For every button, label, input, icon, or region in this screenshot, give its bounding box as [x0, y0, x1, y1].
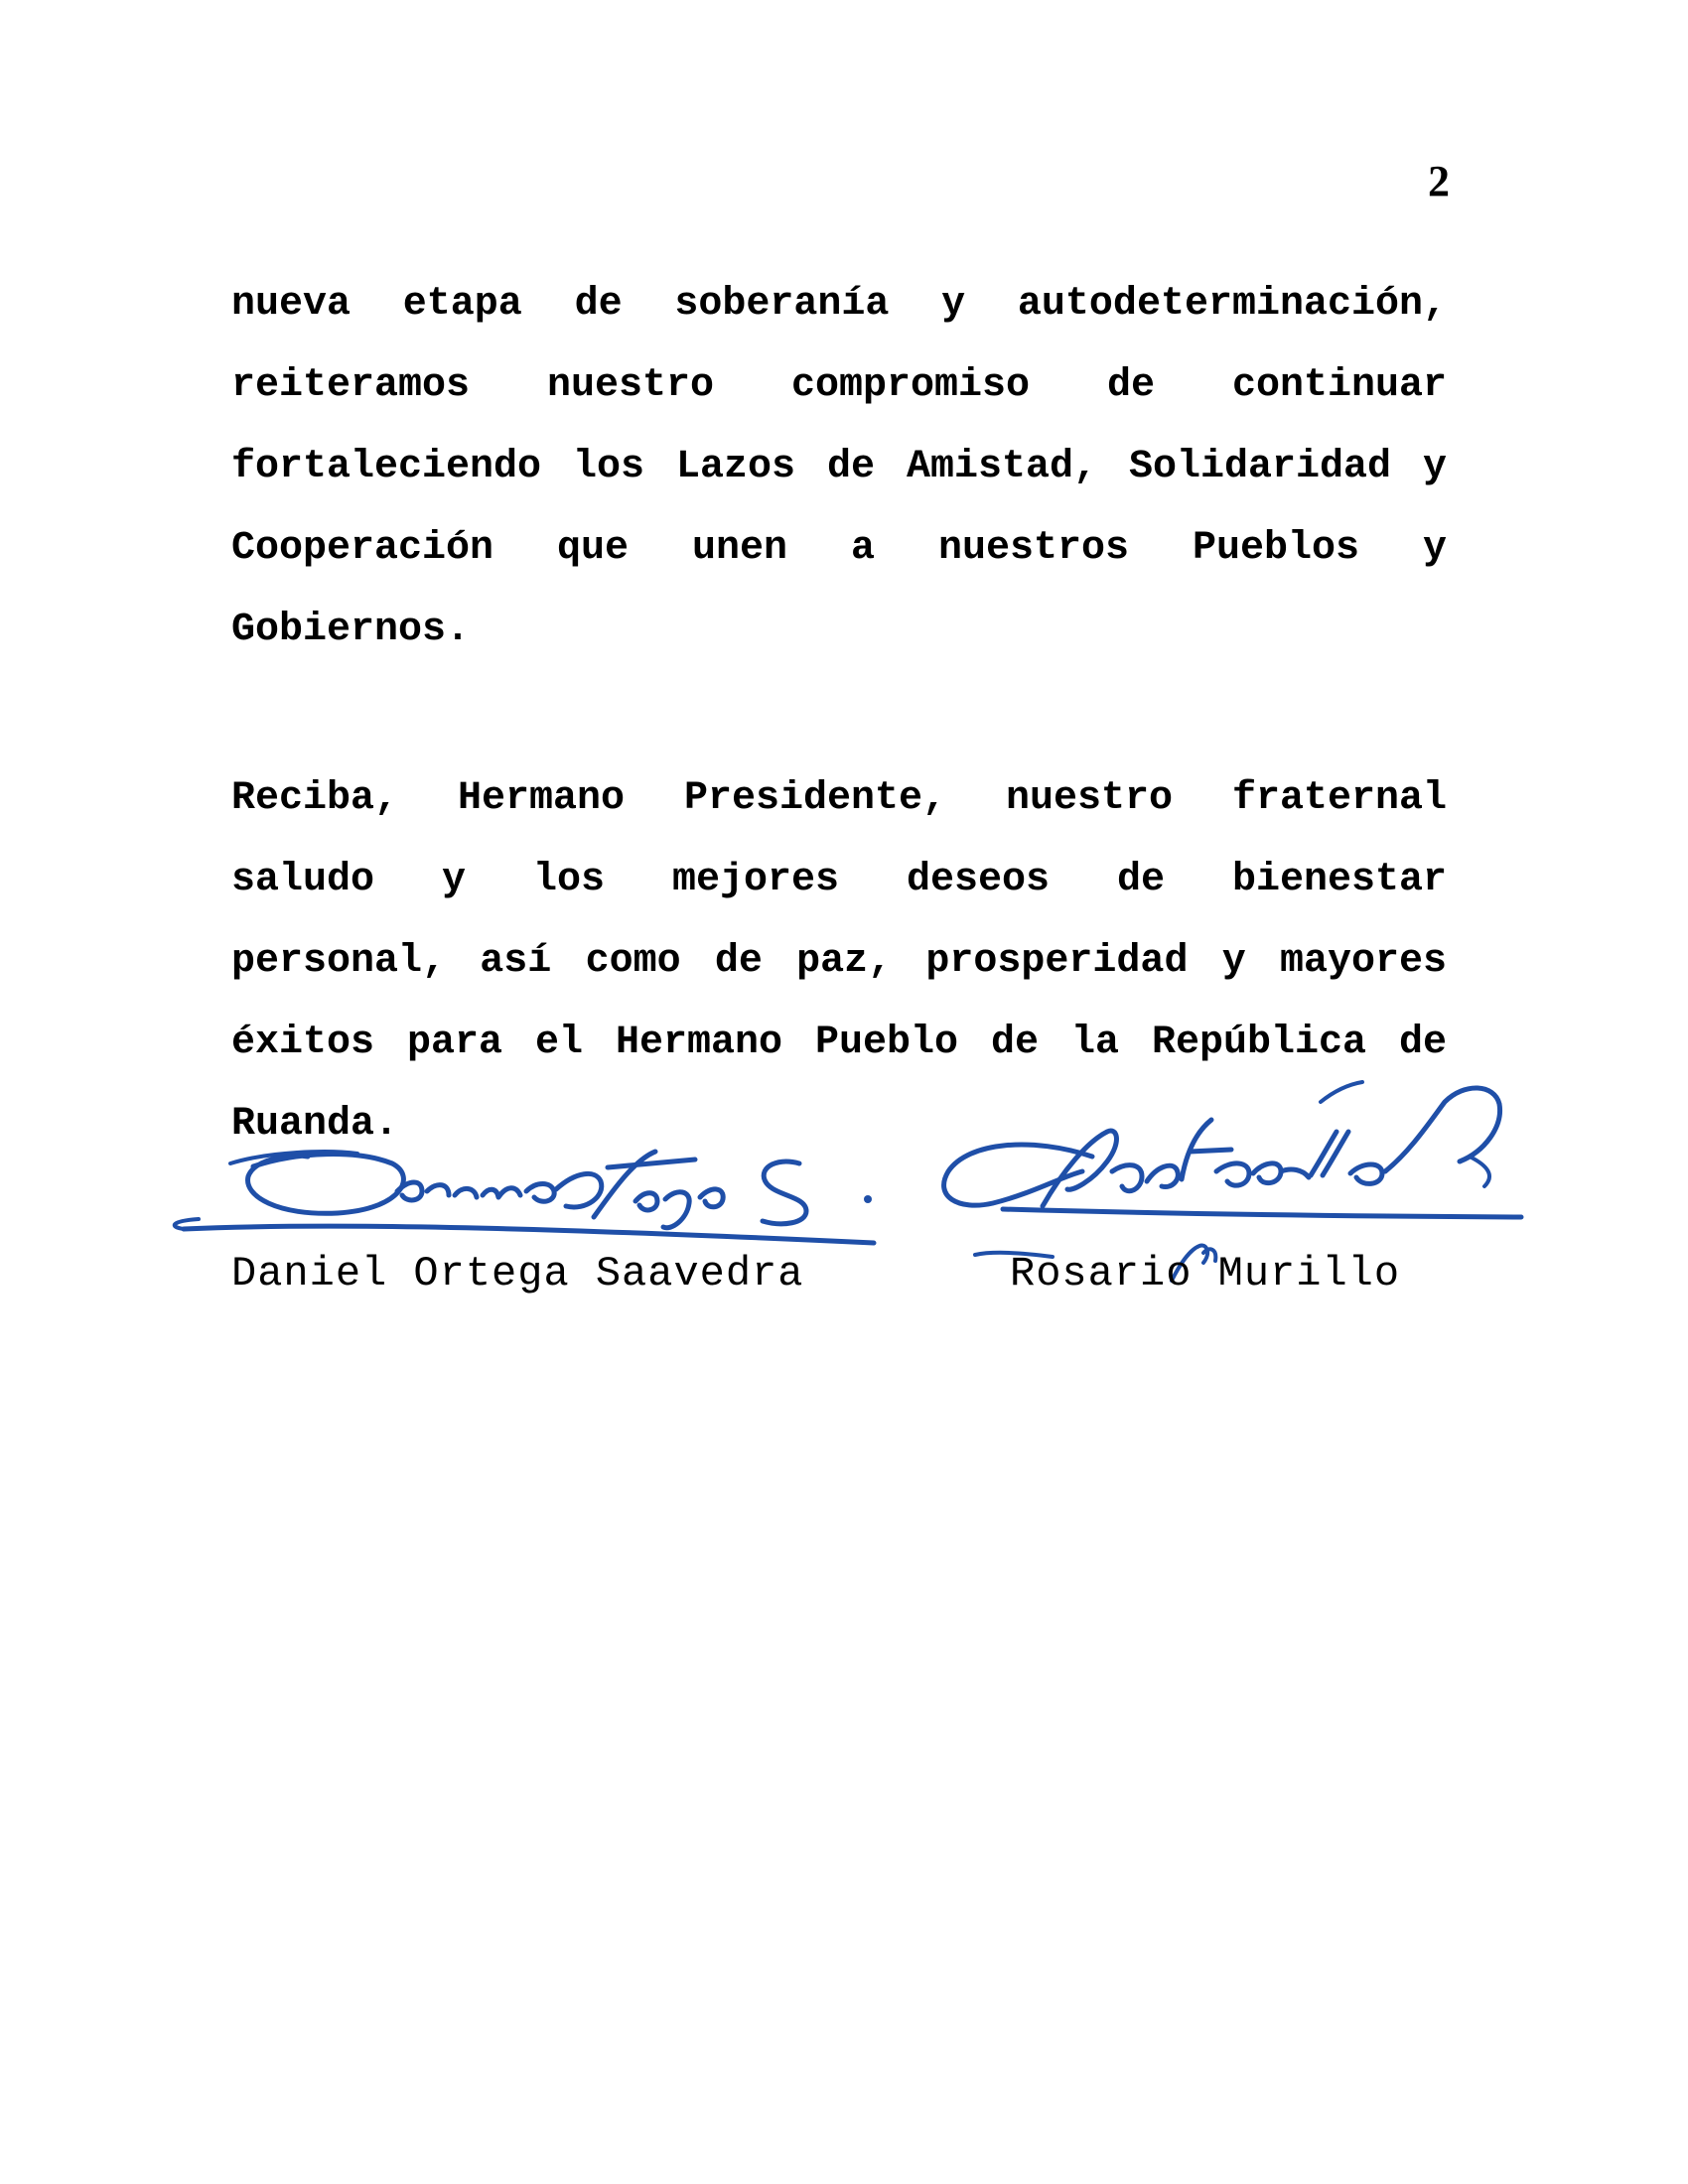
signatory-name-rosario-murillo: Rosario Murillo [1010, 1250, 1401, 1297]
paragraph-closing-commitment: nueva etapa de soberanía y autodeterminación, reiteramos nuestro compromiso de continuar fortaleciendo los Lazos de Amistad, Solidaridad y Cooperación que unen a nuestros Pueblos y Gobiernos. [231, 282, 1447, 652]
paragraph-greeting: Reciba, Hermano Presidente, nuestro fraternal saludo y los mejores deseos de bienestar personal, así como de paz, prosperidad y mayores éxitos para el Hermano Pueblo de la República de Ruanda. [231, 776, 1447, 1147]
page-number: 2 [1428, 157, 1450, 205]
signatory-name-daniel-ortega: Daniel Ortega Saavedra [231, 1250, 804, 1297]
